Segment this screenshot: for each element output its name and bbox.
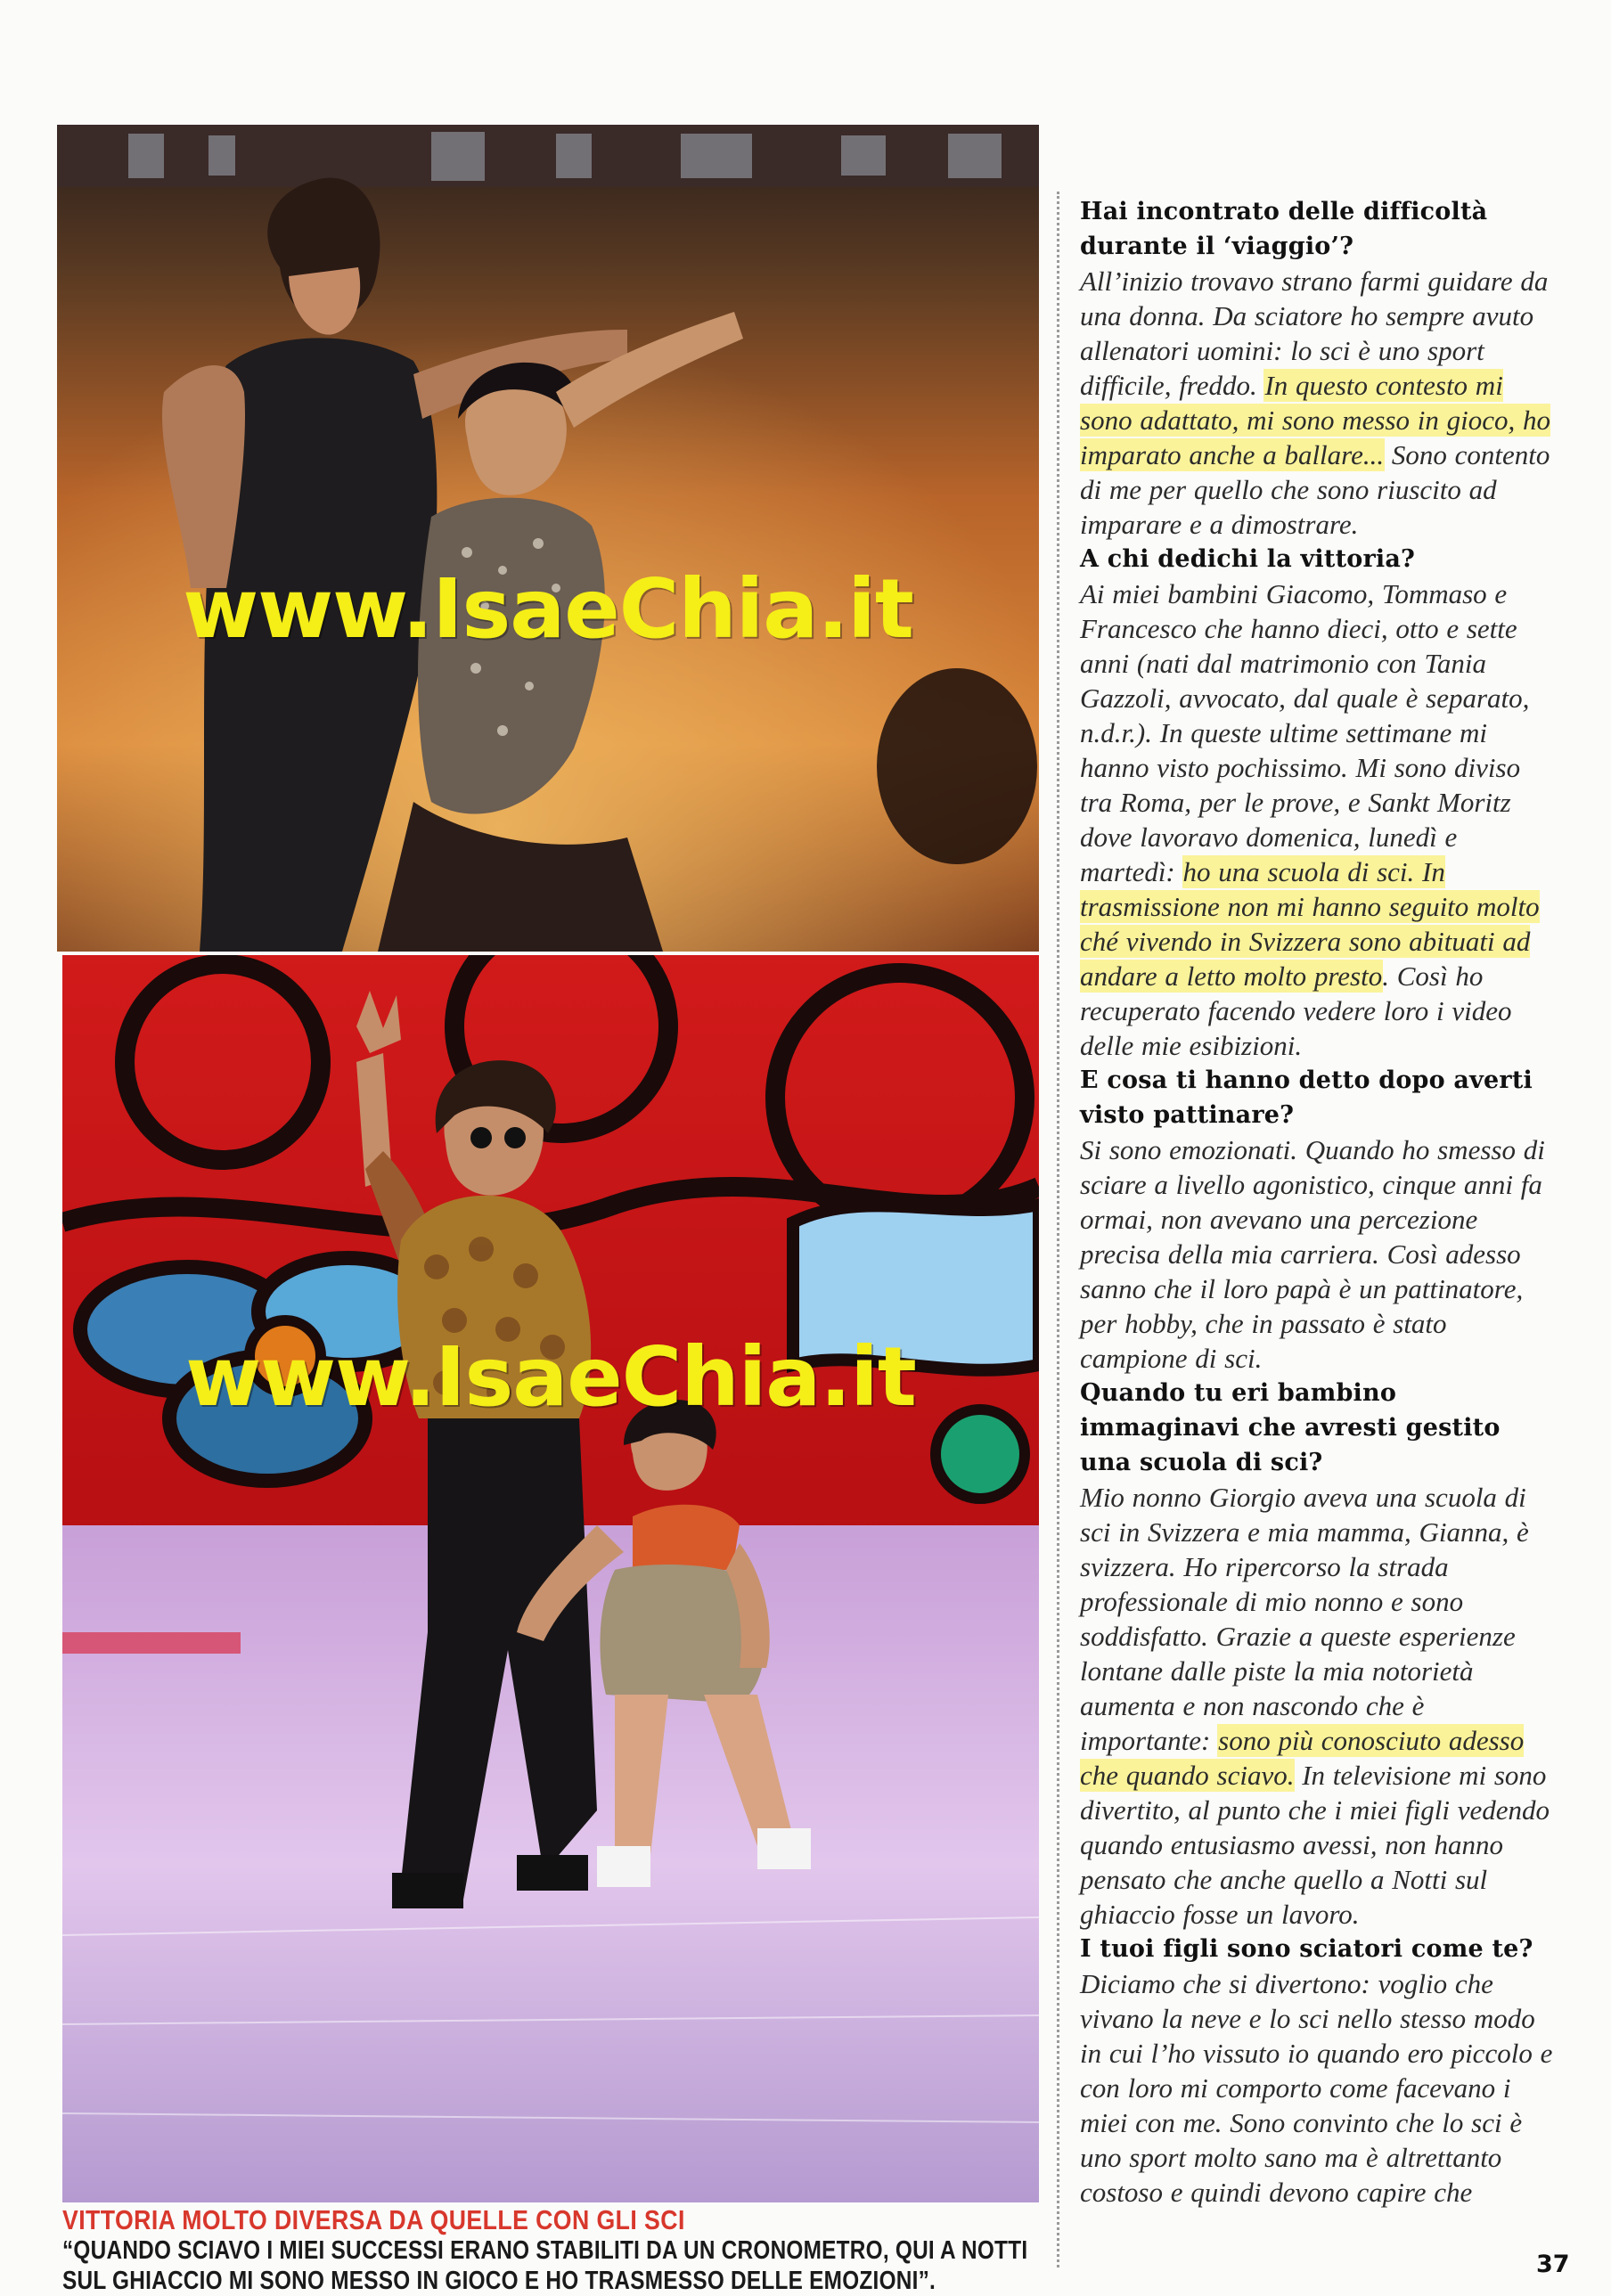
question-1: Hai incontrato delle difficoltà durante il ‘viaggio’?: [1080, 198, 1488, 260]
answer-5: Diciamo che si divertono: voglio che vivano la neve e lo sci nello stesso modo in cui l’ho vissuto io quando ero piccolo e con loro mi comporto come facevano i miei con me. Sono convinto che lo sci è uno sport molto sano ma è altrettanto costoso e quindi devono capire che: [1080, 1968, 1553, 2208]
interview-article: [1080, 194, 1558, 2210]
watermark-text: www.IsaeChia.it: [183, 561, 913, 657]
photo-caption: [62, 2205, 1051, 2296]
watermark-text: www.IsaeChia.it: [185, 1329, 916, 1425]
answer-1-highlight: In questo contesto mi sono adattato, mi sono messo in gioco, ho imparato anche a ballare...: [1080, 370, 1550, 470]
answer-1-text-end: Sono contento di me per quello che sono riuscito ad imparare e a dimostrare.: [1080, 439, 1550, 540]
photo-ice-skating: [62, 955, 1039, 2202]
answer-2-highlight: ho una scuola di sci. In trasmissione non mi hanno seguito molto ché vivendo in Svizzera sono abituati ad andare a letto molto presto: [1080, 856, 1540, 992]
answer-3: Si sono emozionati. Quando ho smesso di sciare a livello agonistico, cinque anni fa ormai, non avevano una percezione precisa della mia carriera. Così adesso sanno che il loro papà è un pattinatore, per hobby, che in passato è stato campione di sci.: [1080, 1134, 1545, 1374]
caption-quote-line-1: “QUANDO SCIAVO I MIEI SUCCESSI ERANO STABILITI DA UN CRONOMETRO, QUI A NOTTI: [62, 2236, 1028, 2265]
answer-2-text: Ai miei bambini Giacomo, Tommaso e Francesco che hanno dieci, otto e sette anni (nati dal matrimonio con Tania Gazzoli, avvocato, dal quale è separato, n.d.r.). In queste ultime settimane mi hanno visto pochissimo. Mi sono diviso tra Roma, per le prove, e Sankt Moritz dove lavoravo domenica, lunedì e martedì:: [1080, 578, 1530, 887]
answer-2: [1080, 576, 1558, 1063]
photo-dance-couple-image: [57, 125, 1039, 952]
photo-ice-skating-image: [62, 955, 1039, 2202]
column-divider: [1057, 192, 1059, 2267]
question-2: A chi dedichi la vittoria?: [1080, 545, 1416, 573]
question-5: I tuoi figli sono sciatori come te?: [1080, 1935, 1533, 1963]
answer-4-highlight: sono più conosciuto adesso che quando sciavo.: [1080, 1725, 1525, 1791]
answer-1-text: All’inizio trovavo strano farmi guidare da una donna. Da sciatore ho sempre avuto allenatori uomini: lo sci è uno sport difficile, freddo.: [1080, 266, 1549, 401]
caption-title: VITTORIA MOLTO DIVERSA DA QUELLE CON GLI SCI: [62, 2204, 685, 2235]
question-4: Quando tu eri bambino immaginavi che avresti gestito una scuola di sci?: [1080, 1379, 1501, 1476]
answer-1: [1080, 264, 1558, 542]
question-3: E cosa ti hanno detto dopo averti visto pattinare?: [1080, 1066, 1533, 1129]
answer-4-text: Mio nonno Giorgio aveva una scuola di sci in Svizzera e mia mamma, Gianna, è svizzera. Ho ripercorso la strada professionale di mio nonno e sono soddisfatto. Grazie a queste esperienze lontane dalle piste la mia notorietà aumenta e non nascondo che è importante:: [1080, 1482, 1529, 1756]
answer-4: [1080, 1480, 1558, 1932]
page-number: 37: [1536, 2251, 1570, 2278]
answer-4-text-end: In televisione mi sono divertito, al punto che i miei figli vedendo quando entusiasmo avessi, non hanno pensato che anche quello a Notti sul ghiaccio fosse un lavoro.: [1080, 1760, 1550, 1930]
photo-dance-couple: [57, 125, 1039, 952]
caption-quote-line-2: SUL GHIACCIO MI SONO MESSO IN GIOCO E HO TRASMESSO DELLE EMOZIONI”.: [62, 2267, 936, 2295]
answer-2-text-end: . Così ho recuperato facendo vedere loro i video delle mie esibizioni.: [1080, 960, 1512, 1061]
